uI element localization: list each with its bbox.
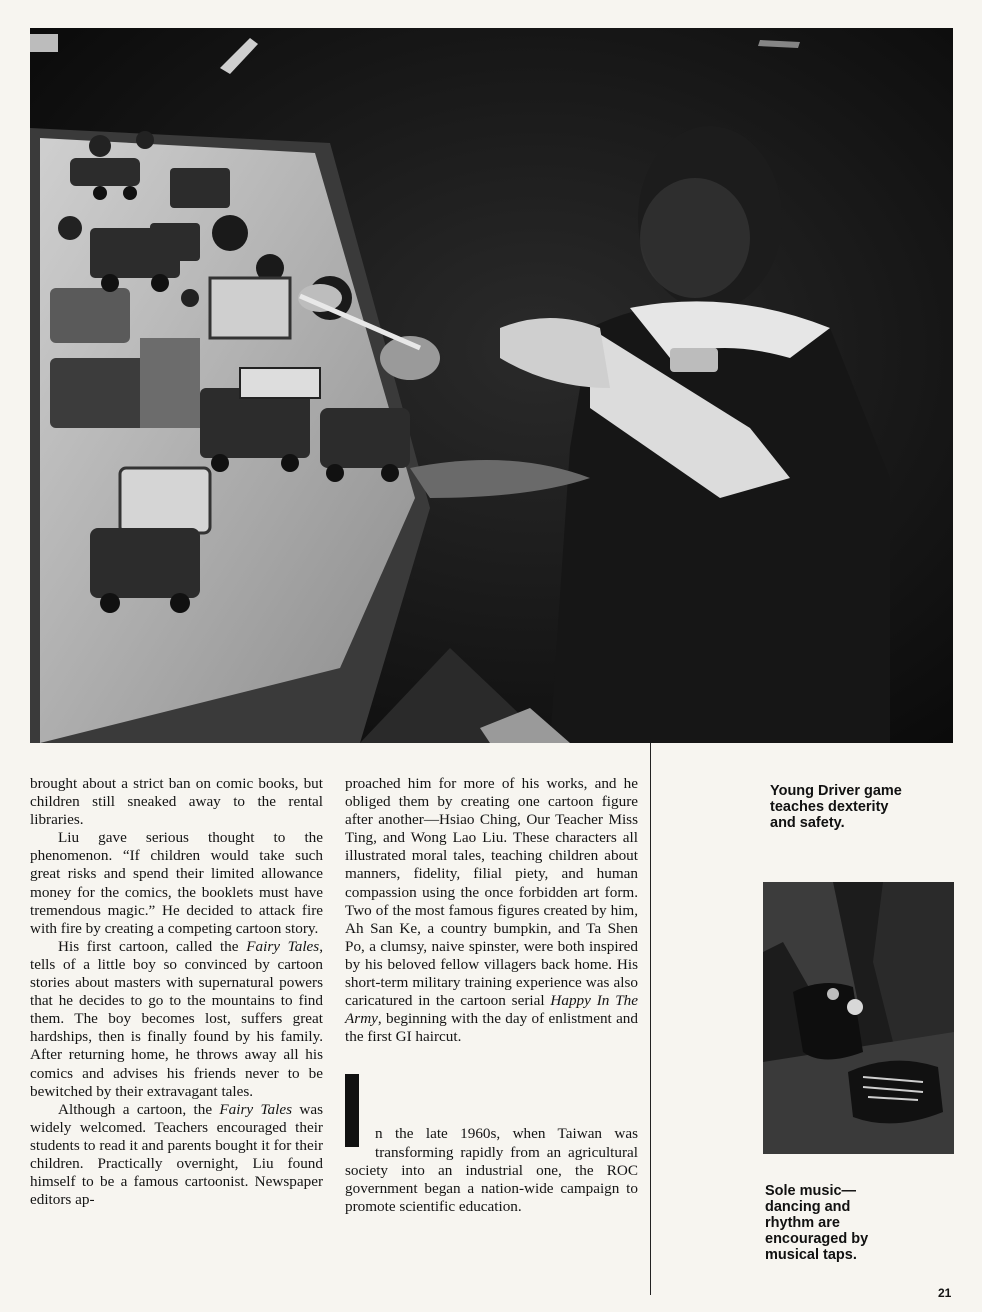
paragraph [30,1101,323,1210]
caption-sole-music: Sole music—dancing and rhythm are encouraged by musical taps. [765,1183,869,1263]
text-run: , beginning with the day of enlistment and the first GI haircut. [345,1010,638,1046]
section-break [345,1046,638,1070]
paragraph [30,938,323,1101]
text-run: His first cartoon, called the [58,937,247,955]
paragraph: Liu gave serious thought to the phenomenon. “If children would take such great risks and spend their limited allowance money for the comics, the booklets must have tremendous magic.” He decided to attack fire with fire by creating a competing cartoon story. [30,829,323,937]
paragraph-with-dropcap [345,1070,638,1215]
cartoon-title: Fairy Tales [219,1100,293,1118]
article-column-2 [345,775,638,1216]
text-run: , tells of a little boy so convinced by cartoon stories about masters with supernatural powers that he decides to go to the mountains to find them. The boy becomes lost, suffers great hardships, then is finally found by his family. After returning home, he throws away all his comics and advises his friends never to be bewitched by their extravagant tales. [30,937,323,1100]
article-column-1 [30,775,323,1209]
small-photo [763,882,954,1154]
column-divider [650,743,651,1295]
cartoon-title: Happy In The Army [345,992,638,1028]
text-run: proached him for more of his works, and he obliged them by creating one cartoon figure after another—Hsiao Ching, Our Teacher Miss Ting, and Wong Lao Liu. These characters all illustrated moral tales, teaching children about manners, fidelity, filial piety, and human compassion using the once forbidden art form. Two of the most famous figures created by him, Ah San Ke, a country bumpkin, and Ta Shen Po, a clumsy, naive spinster, were both inspired by his beloved fellow villagers back home. His short-term military training experience was also caricatured in the cartoon serial [345,775,638,1010]
caption-young-driver: Young Driver game teaches dexterity and safety. [770,783,902,831]
hero-photo [30,28,953,743]
text-run: was widely welcomed. Teachers encouraged their students to read it and parents bought it for their children. Practically overnight, Liu found himself to be a famous cartoonist. Newspaper editors ap- [30,1100,323,1209]
text-run: n the late 1960s, when Taiwan was transforming rapidly from an agricultural society into an industrial one, the ROC government began a nation-wide campaign to promote scientific education. [345,1125,638,1215]
hero-photo-illustration [30,28,953,743]
paragraph [345,775,638,1046]
cartoon-title: Fairy Tales [246,937,320,955]
drop-cap-bar [345,1074,359,1147]
musical-taps-illustration [763,882,954,1154]
paragraph: brought about a strict ban on comic books, but children still sneaked away to the rental libraries. [30,775,323,829]
page-number: 21 [938,1286,952,1300]
text-run: Although a cartoon, the [58,1100,220,1118]
